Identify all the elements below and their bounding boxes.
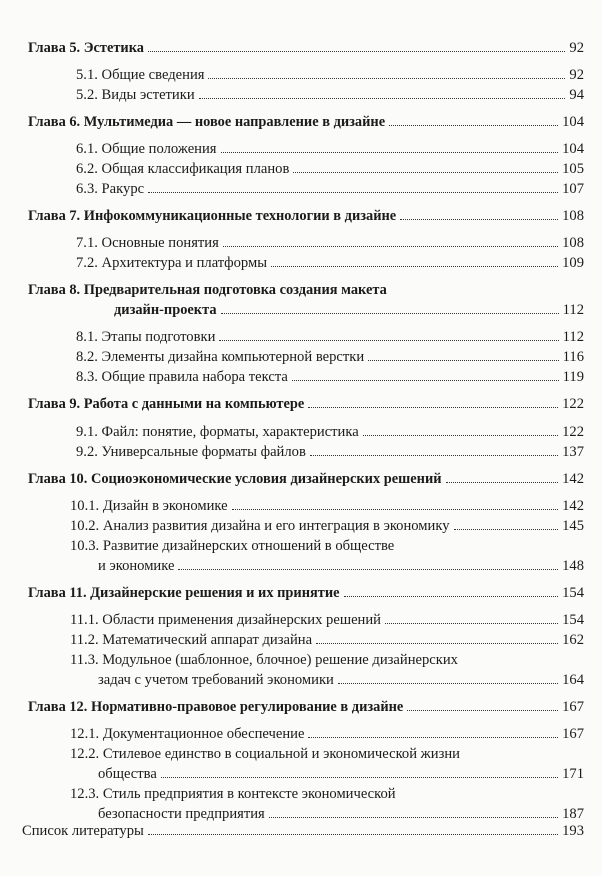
section-title: 6.3. Ракурс <box>76 181 145 197</box>
section-title: 8.3. Общие правила набора текста <box>76 369 288 385</box>
toc-entry <box>0 726 602 743</box>
dot-leader <box>454 529 559 530</box>
toc-entry <box>0 538 602 555</box>
page-number: 122 <box>562 396 584 412</box>
dot-leader <box>363 435 558 436</box>
toc-entry <box>0 282 602 299</box>
dot-leader <box>148 192 558 193</box>
dot-leader <box>161 777 558 778</box>
page-number: 92 <box>569 67 584 83</box>
section-title: 6.1. Общие положения <box>76 141 217 157</box>
toc-entry <box>0 518 602 535</box>
page-number: 154 <box>562 585 584 601</box>
page-number: 104 <box>562 141 584 157</box>
toc-entry <box>0 181 602 198</box>
toc-entry <box>0 141 602 158</box>
chapter-title: Глава 12. Нормативно-правовое регулирование в дизайне <box>28 699 404 715</box>
dot-leader <box>271 266 558 267</box>
page-number: 148 <box>562 558 584 574</box>
toc-entry <box>0 498 602 515</box>
section-title: 10.3. Развитие дизайнерских отношений в обществе <box>70 538 395 554</box>
page-number: 154 <box>562 612 584 628</box>
toc-entry-continuation <box>0 302 602 319</box>
toc-entry <box>0 471 602 488</box>
page-number: 105 <box>562 161 584 177</box>
page-number: 94 <box>569 87 584 103</box>
toc-entry <box>0 444 602 461</box>
toc-entry <box>0 786 602 803</box>
page-number: 104 <box>562 114 584 130</box>
section-title: 7.1. Основные понятия <box>76 235 219 251</box>
page-number: 108 <box>562 208 584 224</box>
section-title: 11.2. Математический аппарат дизайна <box>70 632 313 648</box>
toc-entry <box>0 699 602 716</box>
dot-leader <box>148 51 565 52</box>
dot-leader <box>223 246 558 247</box>
chapter-title: Глава 7. Инфокоммуникационные технологии в дизайне <box>28 208 397 224</box>
section-title: 7.2. Архитектура и платформы <box>76 255 268 271</box>
dot-leader <box>316 643 558 644</box>
chapter-title: Глава 6. Мультимедиа — новое направление в дизайне <box>28 114 386 130</box>
page-number: 145 <box>562 518 584 534</box>
toc-entry-continuation <box>0 672 602 689</box>
page-number: 109 <box>562 255 584 271</box>
section-title: 12.1. Документационное обеспечение <box>70 726 305 742</box>
section-title: 10.2. Анализ развития дизайна и его интеграция в экономику <box>70 518 450 534</box>
toc-entry <box>0 369 602 386</box>
chapter-title: Глава 10. Социоэкономические условия дизайнерских решений <box>28 471 442 487</box>
entry-continuation-text: дизайн-проекта <box>114 302 217 318</box>
toc-entry <box>0 349 602 366</box>
toc-entry <box>0 161 602 178</box>
section-title: 8.1. Этапы подготовки <box>76 329 216 345</box>
page-number: 171 <box>562 766 584 782</box>
dot-leader <box>208 78 565 79</box>
dot-leader <box>389 125 558 126</box>
bibliography-title: Список литературы <box>22 823 144 839</box>
toc-entry <box>0 396 602 413</box>
toc-entry-continuation <box>0 766 602 783</box>
entry-continuation-text: безопасности предприятия <box>98 806 265 822</box>
dot-leader <box>308 407 558 408</box>
section-title: 11.1. Области применения дизайнерских решений <box>70 612 381 628</box>
page-number: 193 <box>562 823 584 839</box>
section-title: 9.1. Файл: понятие, форматы, характеристика <box>76 424 359 440</box>
page-number: 137 <box>562 444 584 460</box>
section-title: 11.3. Модульное (шаблонное, блочное) решение дизайнерских <box>70 652 458 668</box>
section-title: 9.2. Универсальные форматы файлов <box>76 444 306 460</box>
toc-entry-continuation <box>0 806 602 823</box>
toc-entry <box>0 40 602 57</box>
page-number: 167 <box>562 726 584 742</box>
section-title: 6.2. Общая классификация планов <box>76 161 290 177</box>
entry-continuation-text: задач с учетом требований экономики <box>98 672 334 688</box>
entry-continuation-text: и экономике <box>98 558 175 574</box>
section-title: 10.1. Дизайн в экономике <box>70 498 228 514</box>
page-number: 164 <box>562 672 584 688</box>
dot-leader <box>199 98 566 99</box>
dot-leader <box>368 360 558 361</box>
dot-leader <box>269 817 558 818</box>
dot-leader <box>308 737 558 738</box>
toc-entry <box>0 585 602 602</box>
dot-leader <box>446 482 559 483</box>
entry-continuation-text: общества <box>98 766 157 782</box>
dot-leader <box>292 380 559 381</box>
page-number: 112 <box>562 302 584 318</box>
page-number: 108 <box>562 235 584 251</box>
page-number: 187 <box>562 806 584 822</box>
toc-entry <box>0 746 602 763</box>
toc-entry <box>0 612 602 629</box>
page-number: 142 <box>562 471 584 487</box>
toc-entry <box>0 329 602 346</box>
dot-leader <box>385 623 558 624</box>
toc-entry <box>0 255 602 272</box>
toc-entry <box>0 823 602 840</box>
section-title: 5.1. Общие сведения <box>76 67 205 83</box>
chapter-title: Глава 9. Работа с данными на компьютере <box>28 396 305 412</box>
section-title: 12.2. Стилевое единство в социальной и экономической жизни <box>70 746 460 762</box>
toc-entry <box>0 652 602 669</box>
dot-leader <box>344 596 559 597</box>
toc-entry <box>0 424 602 441</box>
chapter-title: Глава 5. Эстетика <box>28 40 144 56</box>
dot-leader <box>221 152 559 153</box>
page-number: 142 <box>562 498 584 514</box>
dot-leader <box>400 219 558 220</box>
toc-entry-continuation <box>0 558 602 575</box>
page-number: 122 <box>562 424 584 440</box>
page-number: 119 <box>562 369 584 385</box>
chapter-title: Глава 11. Дизайнерские решения и их принятие <box>28 585 340 601</box>
page-number: 167 <box>562 699 584 715</box>
toc-entry <box>0 114 602 131</box>
toc-entry <box>0 235 602 252</box>
dot-leader <box>221 313 559 314</box>
page-number: 116 <box>562 349 584 365</box>
section-title: 12.3. Стиль предприятия в контексте экономической <box>70 786 396 802</box>
dot-leader <box>219 340 558 341</box>
dot-leader <box>310 455 558 456</box>
dot-leader <box>232 509 558 510</box>
page-number: 162 <box>562 632 584 648</box>
page-number: 92 <box>569 40 584 56</box>
section-title: 5.2. Виды эстетики <box>76 87 195 103</box>
toc-entry <box>0 67 602 84</box>
toc-entry <box>0 87 602 104</box>
dot-leader <box>293 172 558 173</box>
page-number: 107 <box>562 181 584 197</box>
page-number: 112 <box>562 329 584 345</box>
dot-leader <box>338 683 558 684</box>
section-title: 8.2. Элементы дизайна компьютерной верстки <box>76 349 365 365</box>
dot-leader <box>148 834 558 835</box>
dot-leader <box>407 710 558 711</box>
chapter-title: Глава 8. Предварительная подготовка создания макета <box>28 282 387 298</box>
toc-entry <box>0 632 602 649</box>
toc-entry <box>0 208 602 225</box>
dot-leader <box>178 569 558 570</box>
